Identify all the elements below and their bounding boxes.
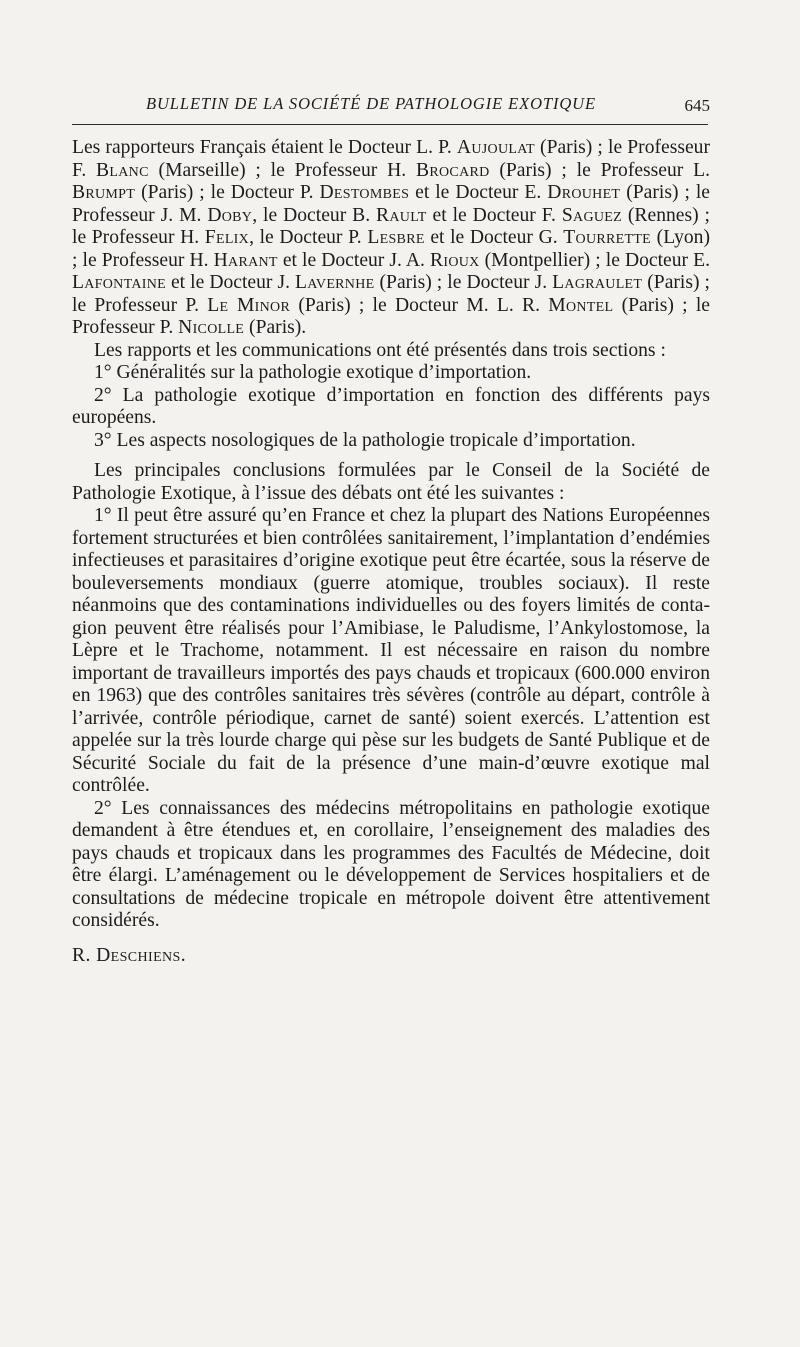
author-name: Lagraulet xyxy=(552,272,643,293)
running-head xyxy=(72,92,712,122)
author-name: Rioux xyxy=(430,249,480,271)
author-name: Doby xyxy=(207,204,253,226)
conclusion-2: 2° Les connaissances des médecins métropolitains en pathologie exotique demandent à être étendues et, en corollaire, l’enseignement des maladies des pays chauds et tropicaux dans les programmes des Facultés de Médecine, doit être élargi. L’aménagement ou le développement de Services hospitaliers et de consultations de médecine tropicale en métropole doivent être attentivement considérés. xyxy=(72,797,710,931)
author-name: Saguez xyxy=(561,204,622,226)
author-name: Felix xyxy=(204,227,250,248)
article-body xyxy=(72,137,710,967)
author-name: Rault xyxy=(376,204,427,226)
author-name: Nicolle xyxy=(178,317,245,338)
author-name: Lavernhe xyxy=(295,272,375,293)
author-name: Tourrette xyxy=(563,227,652,248)
conclusion-1: 1° Il peut être assuré qu’en France et chez la plupart des Nations Européennes fortement structurées et bien contrôlées sanitairement, l’implantation d’endémies infectieuses et parasitaires d’origine exotique peut être écartée, sous la réserve de bouleversements mondiaux (guerre atomique, troubles sociaux). Il reste néanmoins que des contaminations individuelles ou des foyers limités de contagion peuvent être réalisés pour l’Amibiase, le Paludisme, l’Ankylostomose, la Lèpre et le Trachome, notamment. Il est nécessaire en raison du nombre important de travailleurs importés des pays chauds et tropicaux (600.000 environ en 1963) que des contrôles sanitaires très sévères (contrôle au départ, contrôle à l’arrivée, contrôle périodique, carnet de santé) soient exercés. L’attention est appelée sur la très lourde charge qui pèse sur les budgets de Santé Publique et de Sécurité Sociale du fait de la présence d’une main-d’œuvre exotique mal contrôlée. xyxy=(72,505,710,796)
author-name: Brocard xyxy=(416,159,490,181)
sections-intro: Les rapports et les communications ont été présentés dans trois sections : xyxy=(94,339,666,361)
section-item-3: 3° Les aspects nosologiques de la pathologie tropicale d’importation. xyxy=(94,429,636,451)
author-name: Harant xyxy=(213,249,278,271)
section-item-1: 1° Généralités sur la pathologie exotique d’importation. xyxy=(94,362,532,383)
rapporteurs-paragraph: Les rapporteurs Français étaient le Docteur L. P. Aujoulat (Paris) ; le Professeur F. Blanc (Marseille) ; le Professeur H. Brocard (Paris) ; le Professeur L. Brumpt (Paris) ; le Docteur P. Destombes et le Docteur E. Drouhet (Paris) ; le Professeur J. M. Doby, le Docteur B. Rault et le Docteur F. Saguez (Rennes) ; le Professeur H. Felix, le Docteur P. Lesbre et le Docteur G. Tourrette (Lyon) ; le Professeur H. Harant et le Docteur J. A. Rioux (Montpellier) ; le Docteur E. Lafontaine et le Docteur J. Lavernhe (Paris) ; le Docteur J. Lagraulet (Paris) ; le Professeur P. Le Minor (Paris) ; le Docteur M. L. R. Montel (Paris) ; le Professeur P. Nicolle (Paris). xyxy=(72,137,711,338)
author-name: Brumpt xyxy=(72,182,136,203)
section-item-2: 2° La pathologie exotique d’importation en fonction des différents pays européens. xyxy=(72,384,710,428)
author-name: Aujoulat xyxy=(456,137,535,158)
page-number: 645 xyxy=(684,96,710,115)
author-name: Le Minor xyxy=(207,294,291,316)
author-name: Lesbre xyxy=(367,227,425,248)
author-name: Lafontaine xyxy=(72,272,166,293)
author-name: Destombes xyxy=(319,182,410,203)
author-name: Blanc xyxy=(96,159,149,181)
author-name: Montel xyxy=(548,294,614,316)
header-rule xyxy=(72,124,708,125)
running-title: BULLETIN DE LA SOCIÉTÉ DE PATHOLOGIE EXOTIQUE xyxy=(146,94,596,113)
author-signature: R. Deschiens. xyxy=(72,944,187,966)
author-name: Drouhet xyxy=(547,182,621,203)
conclusions-intro: Les principales conclusions formulées par le Conseil de la Société de Pathologie Exotique, à l’issue des débats ont été les suivantes : xyxy=(72,460,710,504)
